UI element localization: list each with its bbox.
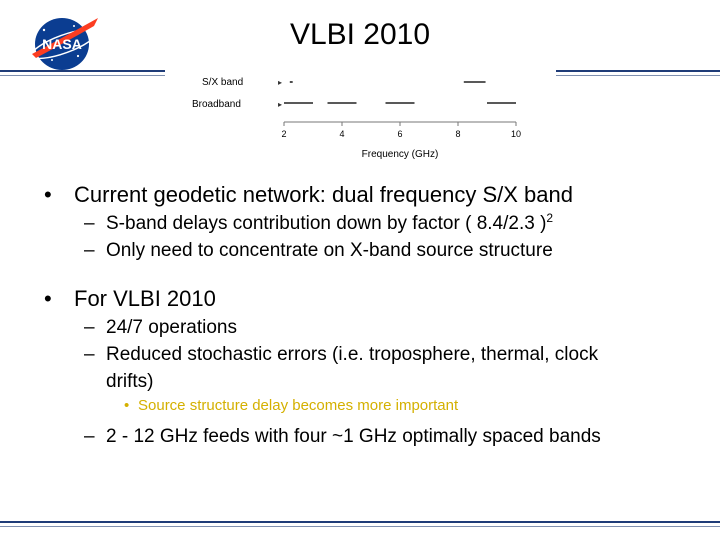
header-rule-left (0, 70, 165, 72)
footer-rule-thin (0, 526, 720, 527)
dash-marker: – (84, 240, 95, 261)
header-rule-left-thin (0, 75, 165, 76)
sub-bullet-item (44, 237, 714, 264)
sub-bullet-text: S-band delays contribution down by factor ( 8.4/2.3 ) (106, 213, 547, 234)
bullet-item: • For VLBI 2010 (44, 284, 714, 314)
bullet-item: • Current geodetic network: dual frequency S/X band (44, 180, 714, 210)
x-tick-label: 10 (510, 129, 522, 139)
footer-rule (0, 521, 720, 523)
sub-sub-bullet-item: • Source structure delay becomes more important (44, 395, 714, 417)
sub-bullet-item (44, 423, 714, 450)
nasa-logo (22, 8, 104, 74)
row-label-sx: S/X band (202, 77, 244, 88)
sub-bullet-item (44, 341, 626, 395)
exponent: 2 (546, 211, 554, 225)
x-tick-label: 2 (281, 129, 287, 139)
header-rule-right-thin (556, 75, 720, 76)
sub-bullet-text: 24/7 operations (106, 317, 237, 338)
slide-title: VLBI 2010 (289, 18, 431, 51)
x-tick-label: 6 (397, 129, 403, 139)
row-arrow-broadband: ▸ (278, 100, 283, 109)
sub-bullet-item (44, 314, 714, 341)
x-tick-label: 8 (455, 129, 461, 139)
row-label-broadband: Broadband (192, 99, 241, 110)
sub-bullet-text: Only need to concentrate on X-band source structure (106, 240, 553, 261)
x-axis-ticks (281, 122, 521, 139)
bullet-list (44, 180, 714, 450)
x-axis-label: Frequency (GHz) (361, 149, 439, 160)
x-tick-label: 4 (339, 129, 345, 139)
dash-marker: – (84, 317, 95, 338)
row-arrow-sx: ▸ (278, 78, 283, 87)
frequency-band-diagram (180, 70, 540, 165)
sub-bullet-item (44, 210, 714, 237)
nasa-logo-text: NASA (42, 36, 82, 52)
dash-marker: – (84, 426, 95, 447)
sub-bullet-text: Reduced stochastic errors (i.e. troposphere, thermal, clock drifts) (106, 344, 599, 392)
header-rule-right (556, 70, 720, 72)
dash-marker: – (84, 344, 95, 365)
sub-bullet-text: 2 - 12 GHz feeds with four ~1 GHz optimally spaced bands (106, 426, 601, 447)
dash-marker: – (84, 213, 95, 234)
